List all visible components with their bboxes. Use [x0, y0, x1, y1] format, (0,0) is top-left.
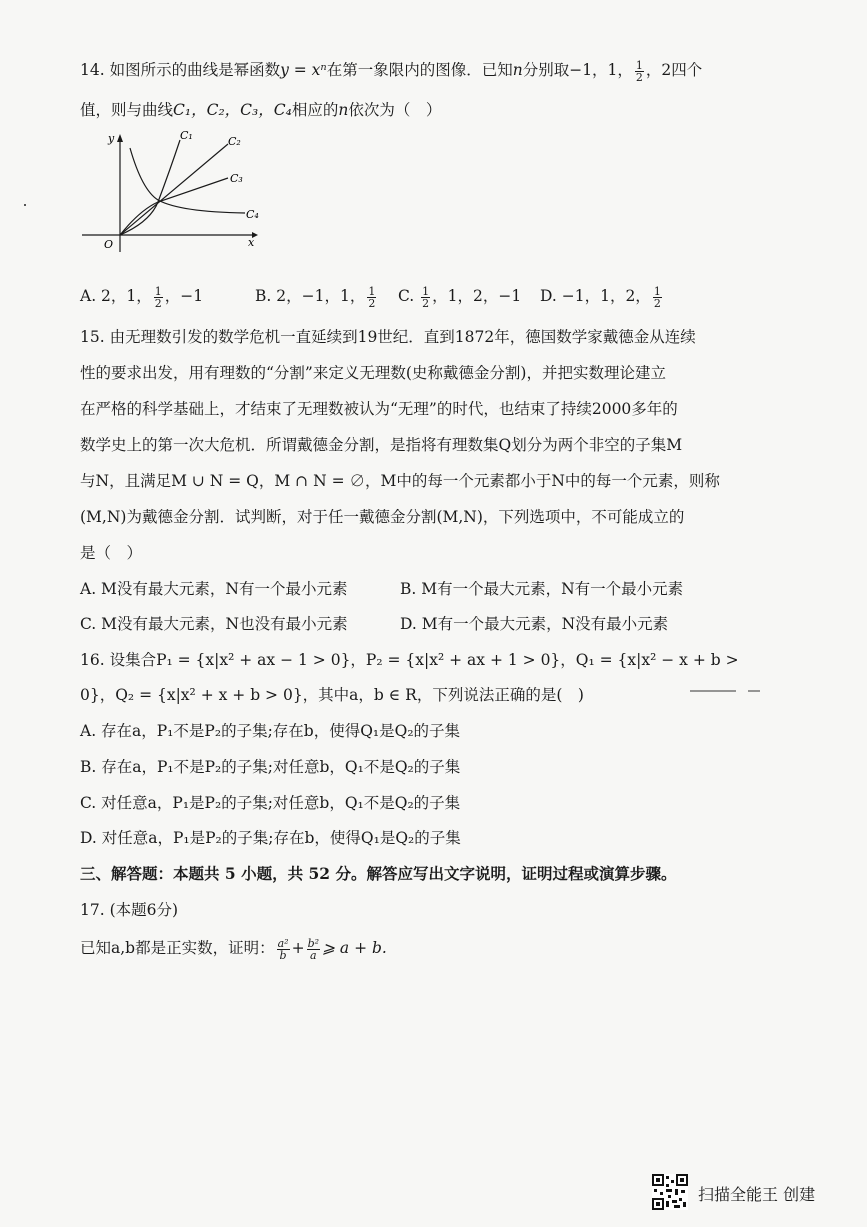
q16-option-d[interactable]: D. 对任意a，P₁是P₂的子集;存在b，使得Q₁是Q₂的子集: [80, 829, 461, 847]
q14-line1: [80, 58, 702, 83]
q15-line: 数学史上的第一次大危机．所谓戴德金分割，是指将有理数集Q划分为两个非空的子集M: [80, 436, 683, 454]
frac-den: a: [310, 948, 317, 962]
q14-text: 在第一象限内的图像．已知: [326, 61, 513, 79]
q14-option-c[interactable]: [398, 284, 521, 309]
q16-option-a[interactable]: A. 存在a，P₁不是P₂的子集;存在b，使得Q₁是Q₂的子集: [80, 722, 461, 740]
curve-c1: [120, 140, 180, 235]
q15-line: 性的要求出发，用有理数的“分割”来定义无理数(史称戴德金分割)，并把实数理论建立: [80, 364, 666, 382]
label-c4: C₄: [246, 208, 259, 221]
frac-den: 2: [154, 296, 162, 310]
q16-option-b[interactable]: B. 存在a，P₁不是P₂的子集;对任意b，Q₁不是Q₂的子集: [80, 758, 461, 776]
section-heading: 三、解答题：本题共 5 小题，共 52 分。解答应写出文字说明，证明过程或演算步骤。: [80, 864, 677, 883]
frac: [154, 286, 163, 309]
label-c1: C₁: [180, 130, 193, 142]
frac-b2-over-a: [307, 938, 320, 961]
opt-text: A. 2，1，: [80, 287, 152, 305]
frac-a2-over-b: [277, 938, 290, 961]
q14-text: 值，则与曲线: [80, 101, 174, 119]
q16-option-c[interactable]: C. 对任意a，P₁是P₂的子集;对任意b，Q₁不是Q₂的子集: [80, 794, 461, 812]
q15-line: 在严格的科学基础上，才结束了无理数被认为“无理”的时代，也结束了持续2000多年的: [80, 400, 678, 418]
q17-inequality: ⩾ a + b.: [322, 939, 387, 957]
frac-den: 2: [422, 296, 430, 310]
q14-var-n: n: [338, 101, 349, 119]
q17-title: 17. (本题6分): [80, 901, 179, 919]
q14-option-d[interactable]: [540, 284, 664, 309]
label-c3: C₃: [230, 172, 243, 185]
q14-text: 相应的: [291, 101, 339, 119]
opt-text: C.: [398, 287, 420, 305]
frac: [653, 286, 662, 309]
label-y: y: [108, 132, 115, 145]
q14-option-b[interactable]: [255, 284, 378, 309]
opt-text: ，1，2，−1: [432, 287, 522, 305]
opt-text: ，−1: [164, 287, 204, 305]
q14-formula: y = xⁿ: [280, 61, 327, 79]
frac-num: b²: [307, 936, 320, 950]
q16-line: 0}，Q₂ = {x|x² + x + b > 0}，其中a，b ∈ R，下列说法正确的是( ): [80, 686, 584, 704]
curve-c4: [130, 148, 245, 213]
q14-text: 依次为（ ）: [348, 101, 442, 119]
frac-num: 1: [154, 284, 162, 298]
q14-text: ，2四个: [645, 61, 703, 79]
frac-num: 1: [635, 58, 643, 72]
watermark-text: 扫描全能王 创建: [698, 1185, 816, 1204]
opt-text: B. 2，−1，1，: [255, 287, 366, 305]
qr-code-icon: [652, 1174, 688, 1210]
q15-option-c[interactable]: C. M没有最大元素，N也没有最小元素: [80, 615, 348, 633]
q15-line: 是（ ）: [80, 544, 143, 562]
q17-statement: [80, 936, 387, 961]
q14-text: 14. 如图所示的曲线是幂函数: [80, 61, 281, 79]
q14-fraction-half: [635, 60, 644, 83]
q15-option-b[interactable]: B. M有一个最大元素，N有一个最小元素: [400, 580, 684, 598]
y-axis-arrow: [117, 134, 123, 142]
q14-var-n: n: [512, 61, 523, 79]
q14-curves: C₁，C₂，C₃，C₄: [173, 101, 292, 119]
frac-num: 1: [368, 284, 376, 298]
q14-text: 分别取−1，1，: [522, 61, 633, 79]
label-c2: C₂: [228, 135, 241, 148]
scan-mark: [690, 690, 760, 692]
opt-text: D. −1，1，2，: [540, 287, 651, 305]
q16-line: 16. 设集合P₁ = {x|x² + ax − 1 > 0}，P₂ = {x|x² + ax + 1 > 0}，Q₁ = {x|x² − x + b >: [80, 651, 739, 669]
q17-text: 已知a,b都是正实数，证明：: [80, 939, 275, 957]
frac-den: 2: [368, 296, 376, 310]
frac-den: 2: [635, 70, 643, 84]
frac-num: 1: [653, 284, 661, 298]
q14-option-a[interactable]: [80, 284, 203, 309]
label-x: x: [248, 236, 255, 249]
frac-num: 1: [422, 284, 430, 298]
q15-line: 15. 由无理数引发的数学危机一直延续到19世纪．直到1872年，德国数学家戴德金从连续: [80, 328, 696, 346]
plus-sign: +: [291, 939, 305, 957]
q15-line: 与N，且满足M ∪ N = Q，M ∩ N = ∅，M中的每一个元素都小于N中的每一个元素，则称: [80, 472, 720, 490]
power-function-graph: [80, 130, 260, 255]
frac: [421, 286, 430, 309]
frac-den: 2: [653, 296, 661, 310]
q15-option-a[interactable]: A. M没有最大元素，N有一个最小元素: [80, 580, 348, 598]
q14-line2: [80, 98, 441, 120]
frac-den: b: [279, 948, 287, 962]
scan-dot: [24, 204, 26, 206]
label-o: O: [104, 238, 114, 251]
frac-num: a²: [277, 936, 289, 950]
frac: [367, 286, 376, 309]
q15-line: (M,N)为戴德金分割．试判断，对于任一戴德金分割(M,N)，下列选项中，不可能成立的: [80, 508, 685, 526]
scanner-watermark: [652, 1174, 842, 1210]
q15-option-d[interactable]: D. M有一个最大元素，N没有最小元素: [400, 615, 669, 633]
